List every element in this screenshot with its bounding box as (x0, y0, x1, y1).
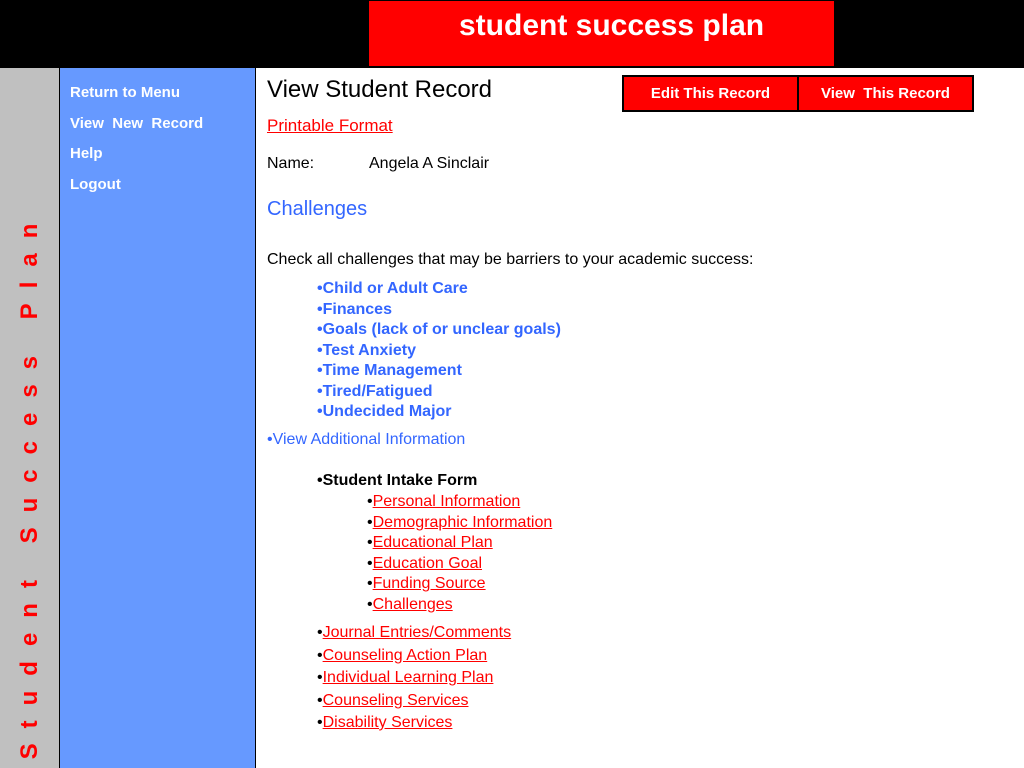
main-content (257, 68, 1024, 768)
challenges-link[interactable]: Challenges (372, 595, 453, 613)
personal-information-link[interactable]: Personal Information (372, 493, 521, 510)
list-item: •Challenges (367, 595, 453, 613)
challenge-label: Goals (lack of or unclear goals) (322, 321, 561, 338)
demographic-information-link[interactable]: Demographic Information (372, 513, 553, 531)
nav-sidebar (60, 68, 256, 768)
list-item: •Counseling Services (317, 691, 469, 709)
list-item: •Disability Services (317, 714, 453, 731)
list-item: •Demographic Information (367, 513, 553, 531)
challenge-label: Finances (322, 300, 392, 318)
view-record-button[interactable]: View This Record (799, 77, 972, 110)
nav-view-new-record[interactable]: View New Record (70, 114, 204, 132)
disability-services-link[interactable]: Disability Services (322, 714, 453, 731)
counseling-action-plan-link[interactable]: Counseling Action Plan (322, 646, 488, 664)
list-item: •Test Anxiety (317, 341, 416, 359)
nav-return-to-menu[interactable]: Return to Menu (70, 84, 180, 101)
intake-form-label: Student Intake Form (322, 472, 478, 489)
app-title: student success plan (459, 9, 765, 42)
challenge-label: Tired/Fatigued (322, 382, 433, 400)
instruction-text: Check all challenges that may be barriers to your academic success: (267, 251, 754, 268)
list-item: •Educational Plan (367, 534, 493, 551)
list-item: •Finances (317, 300, 392, 318)
name-label: Name: (267, 155, 315, 172)
view-additional-info-link[interactable]: •View Additional Information (267, 431, 466, 448)
intake-form-heading: •Student Intake Form (317, 472, 478, 489)
funding-source-link[interactable]: Funding Source (372, 575, 486, 592)
journal-entries-link[interactable]: Journal Entries/Comments (322, 624, 512, 641)
student-name: Angela A Sinclair (369, 155, 490, 172)
individual-learning-plan-link[interactable]: Individual Learning Plan (322, 669, 494, 686)
brand-banner (368, 0, 835, 67)
list-item: •Individual Learning Plan (317, 669, 494, 686)
list-item: •Tired/Fatigued (317, 382, 433, 400)
challenge-label: Undecided Major (322, 403, 452, 420)
challenge-label: Test Anxiety (322, 341, 416, 359)
list-item: •Time Management (317, 362, 462, 379)
intake-form-links (367, 492, 552, 615)
list-item: •Undecided Major (317, 403, 452, 420)
section-title: Challenges (267, 198, 368, 220)
list-item: •Education Goal (367, 554, 483, 572)
top-bar (0, 0, 1024, 68)
education-goal-link[interactable]: Education Goal (372, 554, 483, 572)
list-item: •Child or Adult Care (317, 280, 468, 297)
challenges-list (317, 279, 561, 423)
edit-record-button[interactable]: Edit This Record (624, 77, 797, 110)
challenge-label: Child or Adult Care (322, 280, 468, 297)
list-item: •Journal Entries/Comments (317, 624, 512, 641)
nav-help[interactable]: Help (70, 145, 103, 163)
challenge-label: Time Management (322, 362, 462, 379)
side-strip-title: Student Success Plan (16, 208, 43, 760)
additional-info-label[interactable]: View Additional Information (272, 431, 466, 448)
counseling-services-link[interactable]: Counseling Services (322, 691, 469, 709)
educational-plan-link[interactable]: Educational Plan (372, 534, 493, 551)
record-links (317, 623, 511, 736)
list-item: •Funding Source (367, 575, 486, 592)
side-strip (0, 68, 60, 768)
list-item: •Counseling Action Plan (317, 646, 488, 664)
nav-logout[interactable]: Logout (70, 176, 121, 194)
printable-format-link[interactable]: Printable Format (267, 116, 393, 135)
list-item: •Personal Information (367, 493, 521, 510)
list-item: •Goals (lack of or unclear goals) (317, 321, 561, 338)
page-title: View Student Record (267, 76, 493, 103)
record-actions (622, 75, 974, 112)
